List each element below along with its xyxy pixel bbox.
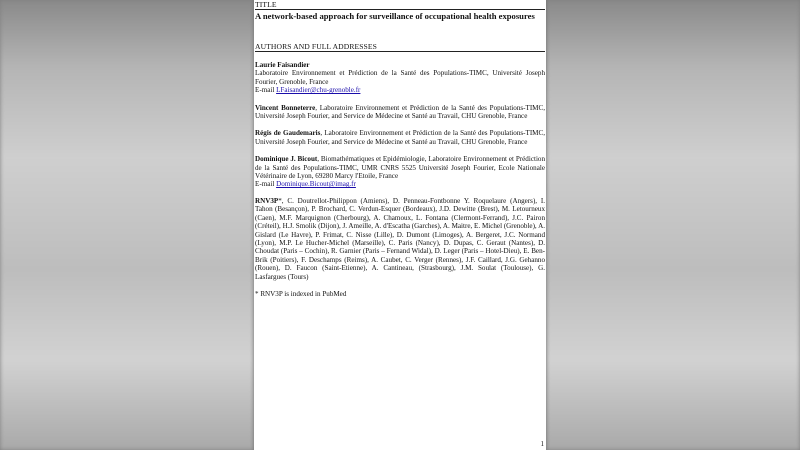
author-block-2: [255, 104, 545, 121]
rnv3p-list: *, C. Doutrellot-Philippon (Amiens), D. Penneau-Fontbonne Y. Roquelaure (Angers), I. Tahon (Besançon), P. Brochard, C. Verdun-Esquer (Bordeaux), J.D. Dewitte (Brest), M. Letourneux (Caen), M.F. Marquignon (Cherbourg), A. Chamoux, L. Fontana (Clermont-Ferrand), J.C. Pairon (Créteil), H.J. Smolik (Dijon), J. Ameille, A. d'Escatha (Garches), A. Maitre, E. Michel (Grenoble), A. Gislard (Le Havre), P. Frimat, C. Nisse (Lille), D. Dumont (Limoges), A. Bergeret, J.C. Normand (Lyon), M.P. Le Hucher-Michel (Marseille), C. Paris (Nancy), D. Dupas, C. Geraut (Nantes), D. Choudat (Paris – Cochin), R. Garnier (Paris – Fernand Widal), D. Leger (Paris – Hotel-Dieu), E. Ben-Brik (Poitiers), F. Deschamps (Reims), A. Caubet, C. Verger (Rennes), J.F. Caillard, J.G. Gehanno (Rouen), D. Faucon (Saint-Etienne), A. Cantineau, (Strasbourg), J.M. Soulat (Toulouse), G. Lasfargues (Tours): [255, 196, 545, 281]
author-affiliation: , Laboratoire Environnement et Prédiction de la Santé des Populations-TIMC, Université Joseph Fourier, and Service de Médecine et Santé au Travail, CHU Grenoble, France: [255, 103, 545, 121]
author-name: Régis de Gaudemaris: [255, 129, 321, 138]
document-page: [254, 0, 546, 450]
page-number: 1: [540, 440, 544, 448]
author-block-4: [255, 155, 545, 189]
author-name: Laurie Faisandier: [255, 61, 310, 69]
author-block-3: [255, 129, 545, 146]
author-email-link[interactable]: Dominique.Bicout@imag.fr: [276, 180, 356, 189]
author-name: Dominique J. Bicout: [255, 155, 318, 164]
author-email-link[interactable]: LFaisandier@chu-grenoble.fr: [276, 86, 361, 95]
rnv3p-contributors: [255, 197, 545, 281]
title-section-label: TITLE: [255, 0, 545, 10]
rnv3p-label: RNV3P: [255, 196, 279, 205]
author-affiliation: , Laboratoire Environnement et Prédiction de la Santé des Populations-TIMC, Université Joseph Fourier, and Service de Médecine et Santé au Travail, CHU Grenoble, France: [255, 129, 545, 146]
paper-title: A network-based approach for surveillance of occupational health exposures: [255, 11, 535, 21]
email-prefix: E-mail: [255, 86, 277, 95]
pubmed-footnote: * RNV3P is indexed in PubMed: [255, 289, 347, 298]
email-prefix: E-mail: [255, 180, 277, 189]
right-backdrop: [546, 0, 800, 450]
author-affiliation: , Biomathématiques et Epidémiologie, Laboratoire Environnement et Prédiction de la Santé des Populations-TIMC, UMR CNRS 5525 Université Joseph Fourier, Ecole Nationale Vétérinaire de Lyon, 69280 Marcy l'Etoile, France: [255, 155, 546, 181]
author-affiliation: Laboratoire Environnement et Prédiction de la Santé des Populations-TIMC, Université Joseph Fourier, Grenoble, France: [255, 69, 545, 86]
author-block-1: [255, 61, 545, 95]
page-content: [255, 0, 545, 298]
authors-section-label: AUTHORS AND FULL ADDRESSES: [255, 42, 545, 52]
author-name: Vincent Bonneterre: [255, 103, 316, 112]
left-backdrop: [0, 0, 254, 450]
